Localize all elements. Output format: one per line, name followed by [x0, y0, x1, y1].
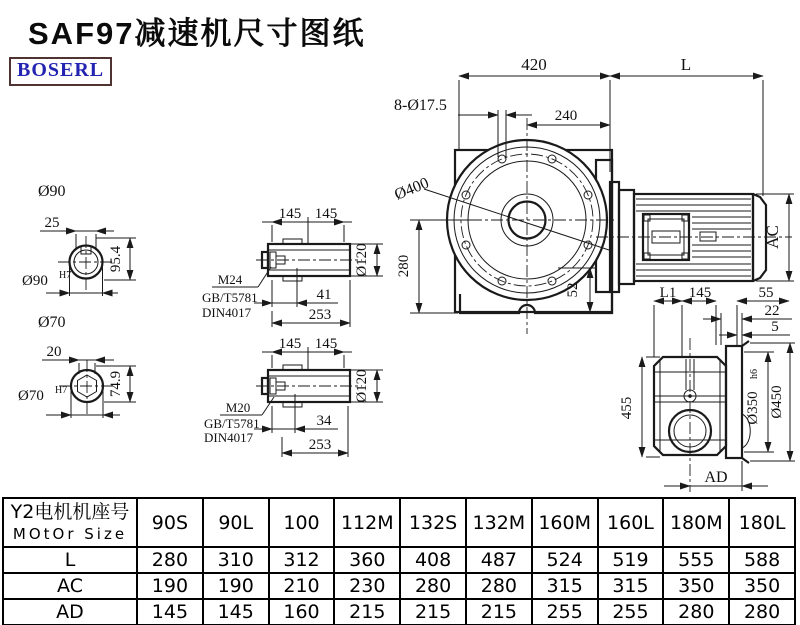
- cell: 215: [334, 599, 400, 625]
- shaft-section-90: [22, 183, 136, 296]
- cell: 215: [466, 599, 532, 625]
- table-header-motor-size: [3, 498, 137, 547]
- dim-shaft-a-bore: Ø90: [22, 273, 48, 289]
- dim-side-spigot-tol: h6: [749, 369, 760, 379]
- dim-front-motor-length: L: [680, 55, 692, 74]
- dim-hub-b-145-right: 145: [314, 336, 338, 352]
- cell: 280: [729, 599, 795, 625]
- cell: 210: [269, 573, 335, 599]
- dim-hub-a-145-right: 145: [314, 206, 338, 222]
- cell: 360: [334, 547, 400, 573]
- dim-side-55: 55: [758, 285, 774, 301]
- dim-hub-a-length: 253: [308, 307, 332, 323]
- dim-side-spigot: Ø350: [745, 391, 761, 425]
- col-header: 132M: [466, 498, 532, 547]
- table-header-row: [3, 498, 795, 547]
- cell: 280: [466, 573, 532, 599]
- dim-shaft-b-bore: Ø70: [18, 388, 44, 404]
- cell: 145: [137, 599, 203, 625]
- cell: 215: [400, 599, 466, 625]
- cell: 588: [729, 547, 795, 573]
- cell: 255: [598, 599, 664, 625]
- dim-hub-b-depth: 34: [316, 413, 332, 429]
- label-hub-b-std1: GB/T5781: [204, 416, 260, 431]
- dim-hub-b-145-left: 145: [278, 336, 302, 352]
- cell: 230: [334, 573, 400, 599]
- col-header: 160L: [598, 498, 664, 547]
- cell: 310: [203, 547, 269, 573]
- header-motor-size-en: MOtOr Size: [12, 525, 128, 543]
- dim-front-motor-height: AC: [763, 225, 782, 249]
- cell: 190: [137, 573, 203, 599]
- dim-shaft-b-bore-tol: H7: [55, 385, 68, 396]
- dim-shaft-b-dia: Ø70: [38, 314, 66, 331]
- cell: 350: [663, 573, 729, 599]
- col-header: 132S: [400, 498, 466, 547]
- dim-shaft-a-key: 25: [44, 215, 60, 231]
- dim-side-flange-od: Ø450: [769, 385, 785, 419]
- cell: 350: [729, 573, 795, 599]
- dim-side-145: 145: [688, 285, 712, 301]
- table-row-AD: [3, 599, 795, 625]
- label-hub-a-std2: DIN4017: [202, 305, 252, 320]
- cell: 312: [269, 547, 335, 573]
- dim-side-height: 455: [619, 396, 635, 420]
- dim-hub-a-depth: 41: [316, 287, 332, 303]
- dim-hub-a-145-left: 145: [278, 206, 302, 222]
- cell: 524: [532, 547, 598, 573]
- col-header: 100: [269, 498, 335, 547]
- front-view: [392, 55, 794, 334]
- col-header: 180L: [729, 498, 795, 547]
- col-header: 90L: [203, 498, 269, 547]
- dim-shaft-a-dia: Ø90: [38, 183, 66, 200]
- dim-hub-b-od: Ø120: [354, 369, 370, 403]
- cell: 555: [663, 547, 729, 573]
- dim-shaft-b-height: 74.9: [108, 370, 124, 398]
- page-title: SAF97减速机尺寸图纸: [28, 16, 366, 51]
- hollow-shaft-m20: [204, 336, 383, 457]
- cell: 315: [598, 573, 664, 599]
- dim-hub-b-length: 253: [308, 437, 332, 453]
- cell: 280: [137, 547, 203, 573]
- header-motor-size-cn: Y2电机机座号: [10, 501, 130, 523]
- col-header: 180M: [663, 498, 729, 547]
- cell: 487: [466, 547, 532, 573]
- cell: 255: [532, 599, 598, 625]
- dim-side-l1: L1: [659, 285, 677, 301]
- dim-front-holes: 8-Ø17.5: [394, 97, 447, 114]
- dim-front-center-height: 280: [396, 254, 412, 278]
- label-hub-b-std2: DIN4017: [204, 430, 254, 445]
- dim-front-foot: 52: [565, 282, 581, 298]
- label-hub-a-std1: GB/T5781: [202, 290, 258, 305]
- dim-side-width: AD: [704, 469, 728, 486]
- row-label: AC: [3, 573, 137, 599]
- col-header: 90S: [137, 498, 203, 547]
- dim-hub-a-od: Ø120: [354, 243, 370, 277]
- hollow-shaft-m24: [202, 206, 383, 327]
- cell: 160: [269, 599, 335, 625]
- table-row-L: [3, 547, 795, 573]
- row-label: L: [3, 547, 137, 573]
- side-view: [619, 285, 795, 492]
- cell: 190: [203, 573, 269, 599]
- row-label: AD: [3, 599, 137, 625]
- col-header: 160M: [532, 498, 598, 547]
- dim-shaft-a-height: 95.4: [108, 245, 124, 273]
- col-header: 112M: [334, 498, 400, 547]
- dim-front-width: 420: [521, 55, 547, 74]
- cell: 315: [532, 573, 598, 599]
- brand-logo: BOSERL: [9, 57, 112, 86]
- label-hub-b-thread: M20: [225, 400, 251, 415]
- cell: 519: [598, 547, 664, 573]
- dim-side-22: 22: [764, 303, 780, 319]
- dim-side-5: 5: [771, 319, 779, 335]
- motor-size-table: [2, 497, 796, 625]
- table-row-AC: [3, 573, 795, 599]
- dim-front-half-width: 240: [554, 108, 578, 124]
- dim-front-flange-dia: Ø400: [392, 174, 432, 204]
- cell: 145: [203, 599, 269, 625]
- cell: 280: [663, 599, 729, 625]
- cell: 408: [400, 547, 466, 573]
- dim-shaft-a-bore-tol: H7: [59, 270, 72, 281]
- dim-shaft-b-key: 20: [46, 344, 62, 360]
- shaft-section-70: [18, 314, 136, 418]
- label-hub-a-thread: M24: [217, 272, 243, 287]
- cell: 280: [400, 573, 466, 599]
